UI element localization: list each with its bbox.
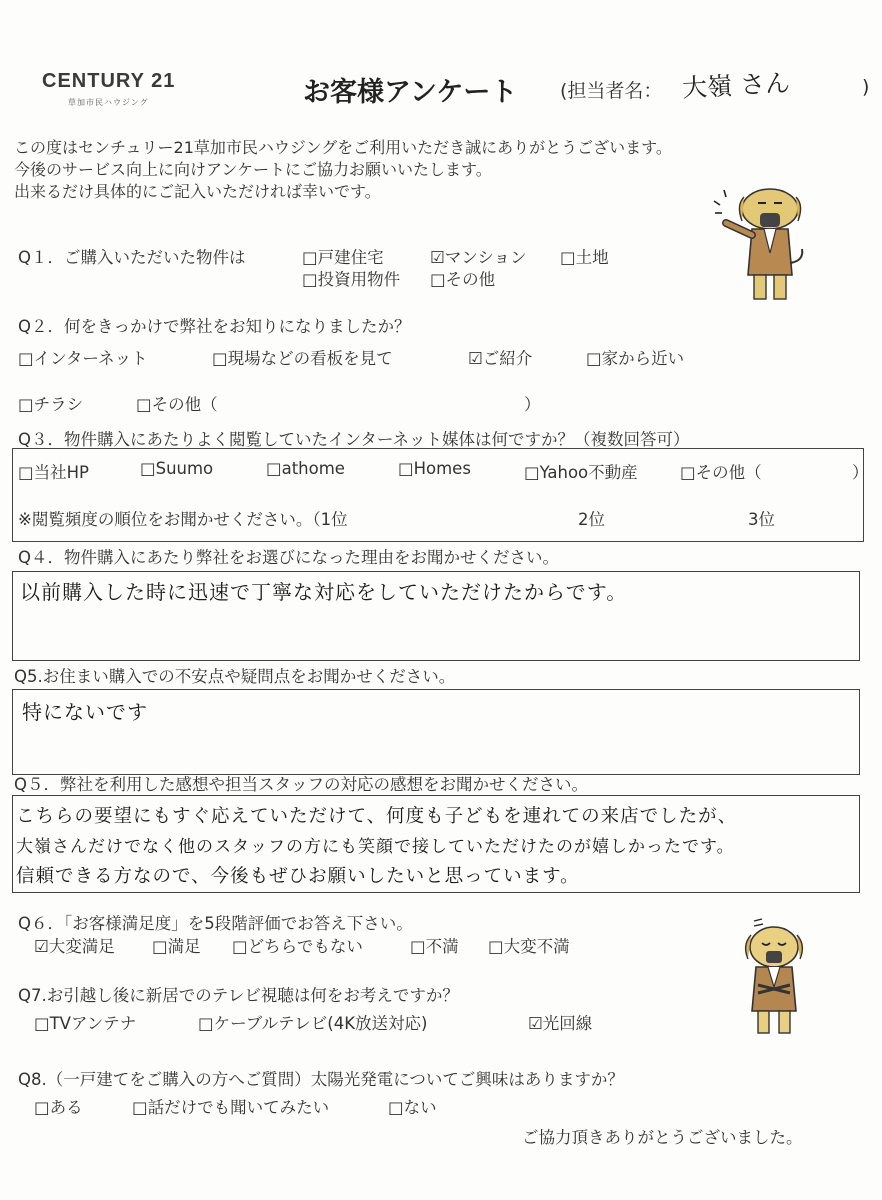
- q8-option-just-hear[interactable]: □話だけでも聞いてみたい: [132, 1098, 330, 1117]
- footer-thanks: ご協力頂きありがとうございました。: [522, 1128, 803, 1147]
- q3-option-suumo[interactable]: □Suumo: [140, 459, 214, 478]
- q3-option-other[interactable]: □その他（: [680, 463, 762, 482]
- q4-label: Q４．物件購入にあたり弊社をお選びになった理由をお聞かせください。: [18, 548, 559, 567]
- q3-option-homes[interactable]: □Homes: [398, 459, 471, 478]
- q4-answer-handwritten: 以前購入した時に迅速で丁寧な対応をしていただけたからです。: [20, 580, 628, 604]
- q2-option-signboard[interactable]: □現場などの看板を見て: [212, 349, 393, 368]
- dog-mascot-pointing-icon: [712, 183, 812, 303]
- q1-option-land[interactable]: □土地: [560, 248, 609, 267]
- dog-mascot-bowing-icon: [736, 915, 812, 1037]
- q1-label: Q１．ご購入いただいた物件は: [18, 248, 246, 267]
- q1-option-mansion[interactable]: ☑マンション: [430, 248, 527, 267]
- q2-label: Q２．何をきっかけで弊社をお知りになりましたか？: [18, 317, 411, 336]
- q3-rank-2[interactable]: 2位: [578, 510, 605, 529]
- brand-logo-subtitle: 草加市民ハウジング: [68, 98, 149, 107]
- q3-rank-3[interactable]: 3位: [748, 510, 775, 529]
- q5b-answer-line-3: 信頼できる方なので、今後もぜひお願いしたいと思っています。: [16, 866, 580, 887]
- q3-option-other-close: ）: [852, 463, 869, 482]
- q5b-answer-line-2: 大嶺さんだけでなく他のスタッフの方にも笑顔で接していただけたのが嬉しかったです。: [16, 837, 735, 857]
- q2-option-flyer[interactable]: □チラシ: [18, 395, 84, 414]
- q2-option-other-close: ）: [524, 395, 541, 414]
- q5b-label: Q５．弊社を利用した感想や担当スタッフの対応の感想をお聞かせください。: [14, 775, 588, 794]
- q3-option-athome[interactable]: □athome: [266, 459, 345, 478]
- q6-label: Q６．「お客様満足度」を5段階評価でお答え下さい。: [18, 914, 413, 933]
- q5a-answer-handwritten: 特にないです: [22, 700, 148, 724]
- intro-line-2: 今後のサービス向上に向けアンケートにご協力お願いいたします。: [14, 160, 492, 179]
- q5a-label: Q5.お住まい購入での不安点や疑問点をお聞かせください。: [14, 667, 456, 686]
- q8-option-yes[interactable]: □ある: [34, 1098, 83, 1117]
- q6-option-satisfied[interactable]: □満足: [152, 937, 201, 956]
- q2-option-referral[interactable]: ☑ご紹介: [468, 349, 533, 368]
- q1-option-house[interactable]: □戸建住宅: [302, 248, 384, 267]
- q6-option-neutral[interactable]: □どちらでもない: [232, 937, 363, 956]
- q8-label: Q8.（一戸建てをご購入の方へご質問）太陽光発電についてご興味はありますか？: [18, 1070, 624, 1089]
- q1-option-other[interactable]: □その他: [430, 270, 496, 289]
- q7-option-cable[interactable]: □ケーブルテレビ(4K放送対応): [198, 1014, 428, 1033]
- q2-option-other[interactable]: □その他（: [136, 395, 218, 414]
- q7-option-fiber[interactable]: ☑光回線: [528, 1014, 593, 1033]
- q2-option-nearby[interactable]: □家から近い: [586, 349, 685, 368]
- q1-option-investment[interactable]: □投資用物件: [302, 270, 401, 289]
- q3-label: Q３．物件購入にあたりよく閲覧していたインターネット媒体は何ですか？（複数回答可）: [18, 430, 690, 449]
- q3-option-yahoo[interactable]: □Yahoo不動産: [524, 463, 638, 482]
- staff-label: (担当者名：: [560, 80, 663, 102]
- q3-rank-label: ※閲覧頻度の順位をお聞かせください。（1位: [18, 510, 348, 529]
- q7-label: Q7.お引越し後に新居でのテレビ視聴は何をお考えですか？: [18, 986, 459, 1005]
- page-title: お客様アンケート: [303, 77, 518, 108]
- q5b-answer-line-1: こちらの要望にもすぐ応えていただけて、何度も子どもを連れての来店でしたが、: [16, 806, 738, 827]
- staff-name-handwritten[interactable]: 大嶺 さん: [681, 68, 791, 103]
- q2-option-internet[interactable]: □インターネット: [18, 349, 148, 368]
- staff-label-close: ): [862, 76, 870, 98]
- q6-option-very-satisfied[interactable]: ☑大変満足: [34, 937, 115, 956]
- q8-option-no[interactable]: □ない: [388, 1098, 437, 1117]
- intro-line-1: この度はセンチュリー21草加市民ハウジングをご利用いただき誠にありがとうございます。: [14, 138, 672, 157]
- brand-logo: CENTURY 21: [42, 70, 176, 92]
- q7-option-antenna[interactable]: □TVアンテナ: [34, 1014, 137, 1033]
- q6-option-dissatisfied[interactable]: □不満: [410, 937, 459, 956]
- intro-line-3: 出来るだけ具体的にご記入いただければ幸いです。: [14, 182, 381, 201]
- q6-option-very-dissatisfied[interactable]: □大変不満: [488, 937, 570, 956]
- q3-option-own-site[interactable]: □当社HP: [18, 463, 89, 482]
